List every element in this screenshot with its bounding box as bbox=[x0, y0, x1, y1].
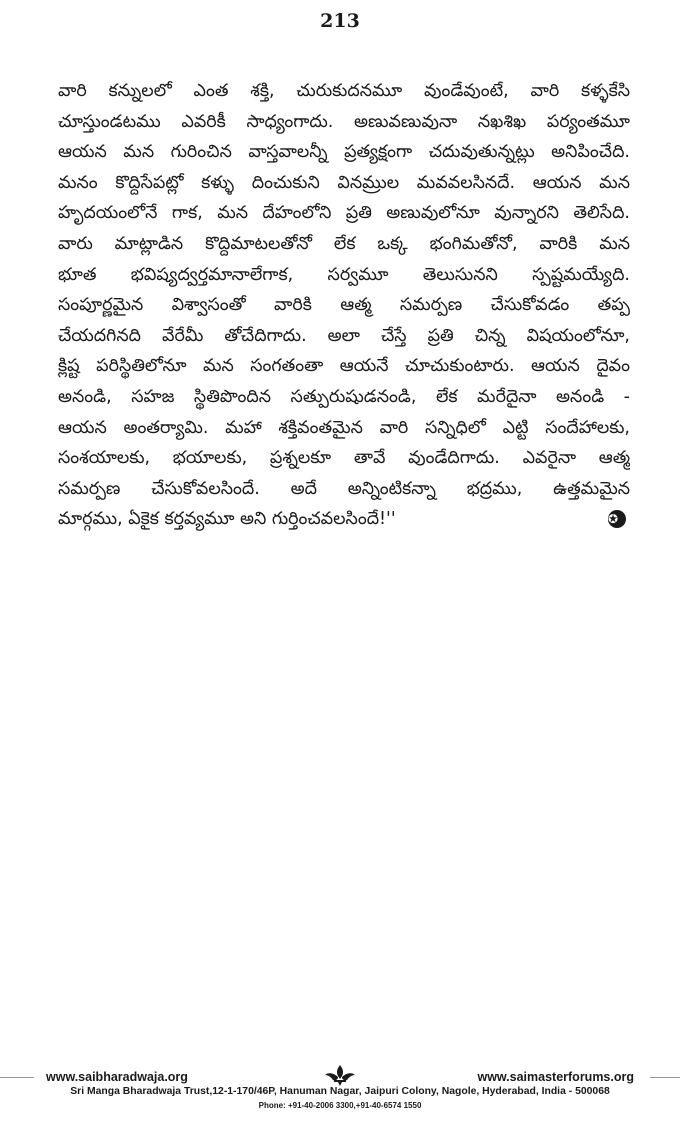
body-text bbox=[58, 76, 630, 535]
last-line-text: మార్గము, ఏకైక కర్తవ్యమూ అని గుర్తించవలసిందే!'' bbox=[58, 509, 396, 530]
text-line: ఆయన మన గురించిన వాస్తవాలన్నీ ప్రత్యక్షంగా చదువుతున్నట్లు అనిపించేది. bbox=[58, 142, 630, 163]
footer-left-rule bbox=[0, 1077, 34, 1078]
text-line: హృదయంలోనే గాక, మన దేహంలోని ప్రతి అణువులోనూ వున్నారని తెలిసేది. bbox=[58, 203, 630, 224]
text-line: ఆయన అంతర్యామి. మహా శక్తివంతమైన వారి సన్నిధిలో ఎట్టి సందేహాలకు, bbox=[58, 417, 630, 438]
text-line-last bbox=[58, 504, 630, 535]
text-line: వారు మాట్లాడిన కొద్దిమాటలతోనో లేక ఒక్క భంగిమతోనో, వారికి మన bbox=[58, 233, 630, 254]
text-line: సంపూర్ణమైన విశ్వాసంతో వారికి ఆత్మ సమర్పణ చేసుకోవడం తప్ప bbox=[58, 295, 630, 316]
text-line: చూస్తుండటము ఎవరికీ సాధ్యంగాదు. అణువణువునా నఖశిఖ పర్యంతమూ bbox=[58, 111, 630, 132]
text-line: చేయదగినది వేరేమీ తోచేదిగాదు. అలా చేస్తే ప్రతి చిన్న విషయంలోనూ, bbox=[58, 325, 630, 346]
text-line: మనం కొద్దిసేపట్లో కళ్ళు దించుకుని వినమ్రుల మవవలసినదే. ఆయన మన bbox=[58, 172, 630, 193]
text-line: సంశయాలకు, భయాలకు, ప్రశ్నలకూ తావే వుండేదిగాదు. ఎవరైనా ఆత్మ bbox=[58, 448, 630, 469]
footer-phone: Phone: +91-40-2006 3300,+91-40-6574 1550 bbox=[258, 1101, 422, 1110]
star-in-circle-icon: ✪ bbox=[608, 510, 626, 528]
text-line: సమర్పణ చేసుకోవలసిందే. అదే అన్నింటికన్నా భద్రము, ఉత్తమమైన bbox=[58, 478, 630, 499]
footer-right-url[interactable]: www.saimasterforums.org bbox=[477, 1070, 634, 1084]
text-line: క్లిష్ట పరిస్థితిలోనూ మన సంగతంతా ఆయనే చూచుకుంటారు. ఆయన దైవం bbox=[58, 356, 630, 377]
text-line: వారి కన్నులలో ఎంత శక్తి, చురుకుదనమూ వుండేవుంటే, వారి కళ్ళకేసి bbox=[58, 81, 630, 101]
text-line: అనండి, సహజ స్థితిపొందిన సత్పురుషుడనండి, లేక మరేదైనా అనండి - bbox=[58, 386, 630, 407]
text-line: భూత భవిష్యద్వర్తమానాలేగాక, సర్వమూ తెలుసునని స్పష్టమయ్యేది. bbox=[58, 264, 630, 285]
footer-right-rule bbox=[650, 1077, 680, 1078]
page-number: 213 bbox=[320, 10, 360, 32]
footer-address: Sri Manga Bharadwaja Trust,12-1-170/46P, Hanuman Nagar, Jaipuri Colony, Nagole, Hyderabad, India - 500068 bbox=[70, 1086, 610, 1097]
footer-left-url[interactable]: www.saibharadwaja.org bbox=[46, 1070, 188, 1084]
fleur-de-lis-icon bbox=[322, 1064, 358, 1086]
